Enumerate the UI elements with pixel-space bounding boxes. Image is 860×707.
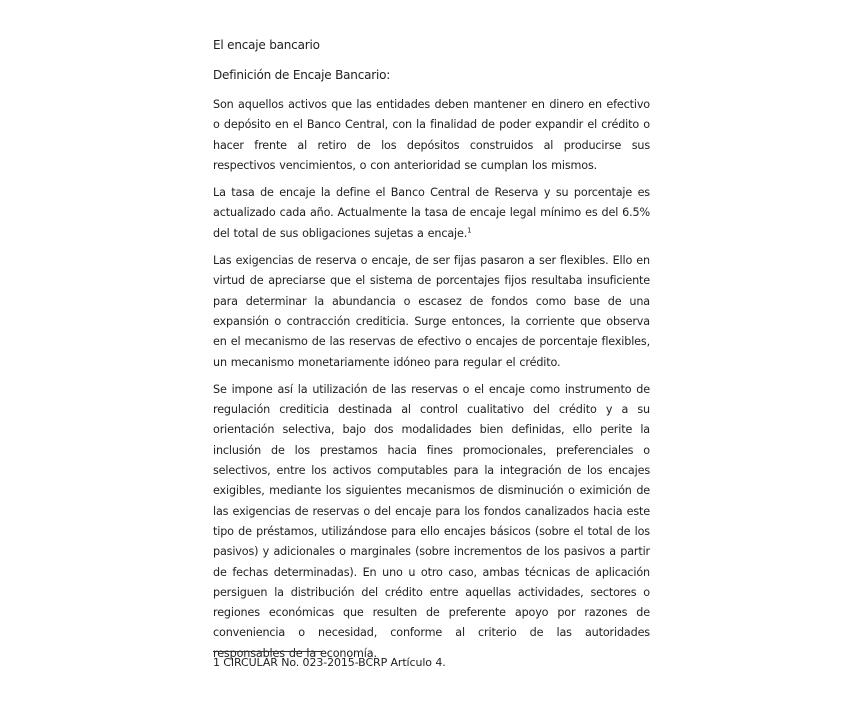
footnote: 1 CIRCULAR No. 023-2015-BCRP Artículo 4. xyxy=(213,656,446,669)
paragraph-rate-text: La tasa de encaje la define el Banco Central de Reserva y su porcentaje es actualizado cada año. Actualmente la tasa de encaje legal mínimo es del 6.5% del total de sus obligaciones sujetas a encaje. xyxy=(213,186,650,240)
footnote-reference: 1 xyxy=(467,226,472,235)
document-title: El encaje bancario xyxy=(213,38,320,52)
document-body xyxy=(213,37,650,671)
section-heading: Definición de Encaje Bancario: xyxy=(213,68,391,82)
footnote-separator xyxy=(213,651,323,652)
paragraph-flexible-requirements: Las exigencias de reserva o encaje, de ser fijas pasaron a ser flexibles. Ello en virtud de apreciarse que el sistema de porcentajes fijos resultaba insuficiente para determinar la abundancia o escasez de fondos como base de una expansión o contracción crediticia. Surge entonces, la corriente que observa en el mecanismo de las reservas de efectivo o encajes de porcentaje flexibles, un mecanismo monetariamente idóneo para regular el crédito. xyxy=(213,254,650,369)
paragraph-definition: Son aquellos activos que las entidades deben mantener en dinero en efectivo o depósito en el Banco Central, con la finalidad de poder expandir el crédito o hacer frente al retiro de los depósitos construidos al producirse sus respectivos vencimientos, o con anterioridad se cumplan los mismos. xyxy=(213,98,650,172)
paragraph-credit-regulation: Se impone así la utilización de las reservas o el encaje como instrumento de regulación crediticia destinada al control cualitativo del crédito y a su orientación selectiva, bajo dos modalidades bien definidas, ello perite la inclusión de los prestamos hacia fines promocionales, preferenciales o selectivos, entre los activos computables para la integración de los encajes exigibles, mediante los siguientes mecanismos de disminución o eximición de las exigencias de reservas o del encaje para los fondos canalizados hacia este tipo de préstamos, utilizándose para ello encajes básicos (sobre el total de los pasivos) y adicionales o marginales (sobre incrementos de los pasivos a partir de fechas determinadas). En uno u otro caso, ambas técnicas de aplicación persiguen la distribución del crédito entre aquellas actividades, sectores o regiones económicas que resulten de preferente apoyo por razones de conveniencia o necesidad, conforme al criterio de las autoridades responsables de la economía. xyxy=(213,382,650,660)
paragraph-rate xyxy=(213,183,650,244)
